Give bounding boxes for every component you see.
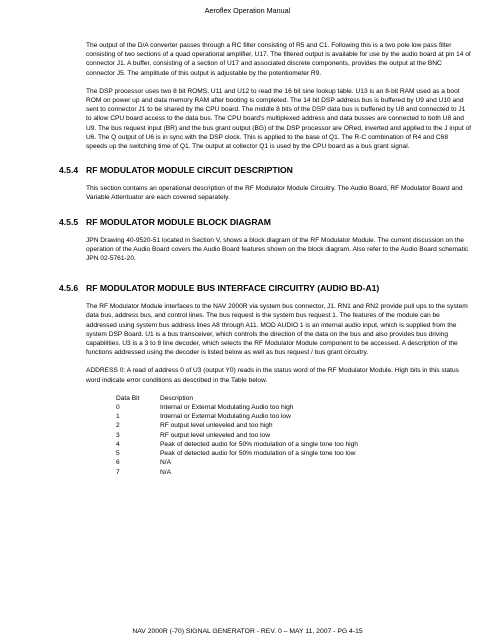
table-cell-bit: 4 [116,440,120,448]
table-cell-description: RF output level unleveled and too low [160,431,270,439]
status-bit-table [116,394,471,477]
table-cell-bit: 5 [116,450,120,458]
page-footer: NAV 2000R (-70) SIGNAL GENERATOR - REV. 0 – MAY 11, 2007 - PG 4-15 [132,628,363,635]
table-cell-description: Internal or External Modulating Audio too low [160,413,291,421]
table-row [116,449,471,458]
paragraph-address-0: ADDRESS 0: A read of address 0 of U3 (output Y0) reads in the status word of the RF Modulator Module. High bits in this status word indicate error conditions as described in the Table below. [86,367,459,384]
table-row [116,403,471,412]
table-cell-description: N/A [160,468,171,476]
section-title: RF MODULATOR MODULE CIRCUIT DESCRIPTION [86,165,293,176]
paragraph-dac-output: The output of the D/A converter passes through a RC filter consisting of R5 and C1. Following this is a two pole low pass filter consisting of two sections of a quad operational amplifier, U17. The filtered output is available for use by the audio board at pin 14 of connector J1. A buffer, consisting of a section of U17 and associated discrete components, provides the output at the BNC connector J5. The amplitude of this output is adjustable by the potentiometer R9. [86,42,471,77]
table-header-cell: Description [160,394,193,402]
section-number: 4.5.4 [59,165,79,176]
section-heading-circuit-description [59,165,479,175]
document-body [59,41,471,477]
paragraph-dsp-processor: The DSP processor uses two 8 bit ROMS, U11 and U12 to read the 16 bit sine lookup table. U13 is an 8-bit RAM used as a boot ROM on power up and data memory RAM after booting is completed. The 14 bit DSP address bus is buffered by U9 and U10 and sent to connector J1 to be shared by the CPU board. The middle 8 bits of the DSP data bus is buffered by U8 and connected to J1 to allow CPU board access to the data bus. The CPU board's multiplexed address and data busses are connected to both U8 and U9. The bus request input (BR) and the bus grant output (BG) of the DSP processor are ORed, inverted and applied to the J input of U6. The Q output of U6 is in sync with the DSP clock. This is applied to the base of Q1. The R-C combination of R4 and C68 speeds up the switching time of Q1. The output at collector Q1 is used by the CPU board as a bus grant signal. [86,87,471,151]
paragraph-circuit-description: This section contains an operational description of the RF Modulator Module Circuitry. The Audio Board, RF Modulator Board and Variable Attentuator are each covered separately. [86,185,463,202]
section-number: 4.5.5 [59,216,79,227]
section-number: 4.5.6 [59,283,79,294]
table-row [116,468,471,477]
table-cell-bit: 0 [116,404,120,412]
table-cell-description: RF output level unleveled and too high [160,422,273,430]
table-cell-description: Peak of detected audio for 50% modulation of a single tone too high [160,440,358,448]
table-row [116,421,471,430]
section-title: RF MODULATOR MODULE BUS INTERFACE CIRCUITRY (AUDIO BD-A1) [86,283,380,294]
section-title: RF MODULATOR MODULE BLOCK DIAGRAM [86,216,271,227]
table-header-cell: Data Bit [116,394,140,402]
table-cell-bit: 6 [116,459,120,467]
paragraph-bus-interface: The RF Modulator Module interfaces to the NAV 2000R via system bus connector, J1. RN1 and RN2 provide pull ups to the system data bus, address bus, and control lines. The bus request is the system bus request 1. The features of the module can be addressed using system bus address lines A8 through A11. MOD AUDIO 1 is an internal audio input, which is supplied from the system DSP Board. U1 is a bus transceiver, which controls the direction of the data on the bus and also provides bus driving capabilities. U3 is a 3 to 8 line decoder, which selects the RF Modulator Module component to be accessed. A description of the functions addressed using the decoder is listed below as well as bus request / bus grant circuitry. [86,303,468,357]
table-cell-description: Internal or External Modulating Audio too high [160,404,294,412]
table-row [116,412,471,421]
paragraph-block-diagram: JPN Drawing 40-9520-51 located in Section V, shows a block diagram of the RF Modulator Module. The current discussion on the operation of the Audio Board covers the Audio Board features shown on the block diagram. Also refer to the Audio Board schematic JPN 02-5761-20. [86,236,469,263]
table-cell-bit: 1 [116,413,120,421]
section-heading-bus-interface [59,283,479,293]
table-cell-bit: 3 [116,431,120,439]
table-cell-bit: 7 [116,468,120,476]
table-row [116,458,471,467]
table-header-row [116,394,471,403]
page-header: Aeroflex Operation Manual [204,6,291,15]
table-cell-description: Peak of detected audio for 50% modulation of a single tone too low [160,450,356,458]
table-row [116,440,471,449]
table-row [116,431,471,440]
table-cell-bit: 2 [116,422,120,430]
section-heading-block-diagram [59,217,479,227]
table-cell-description: N/A [160,459,171,467]
